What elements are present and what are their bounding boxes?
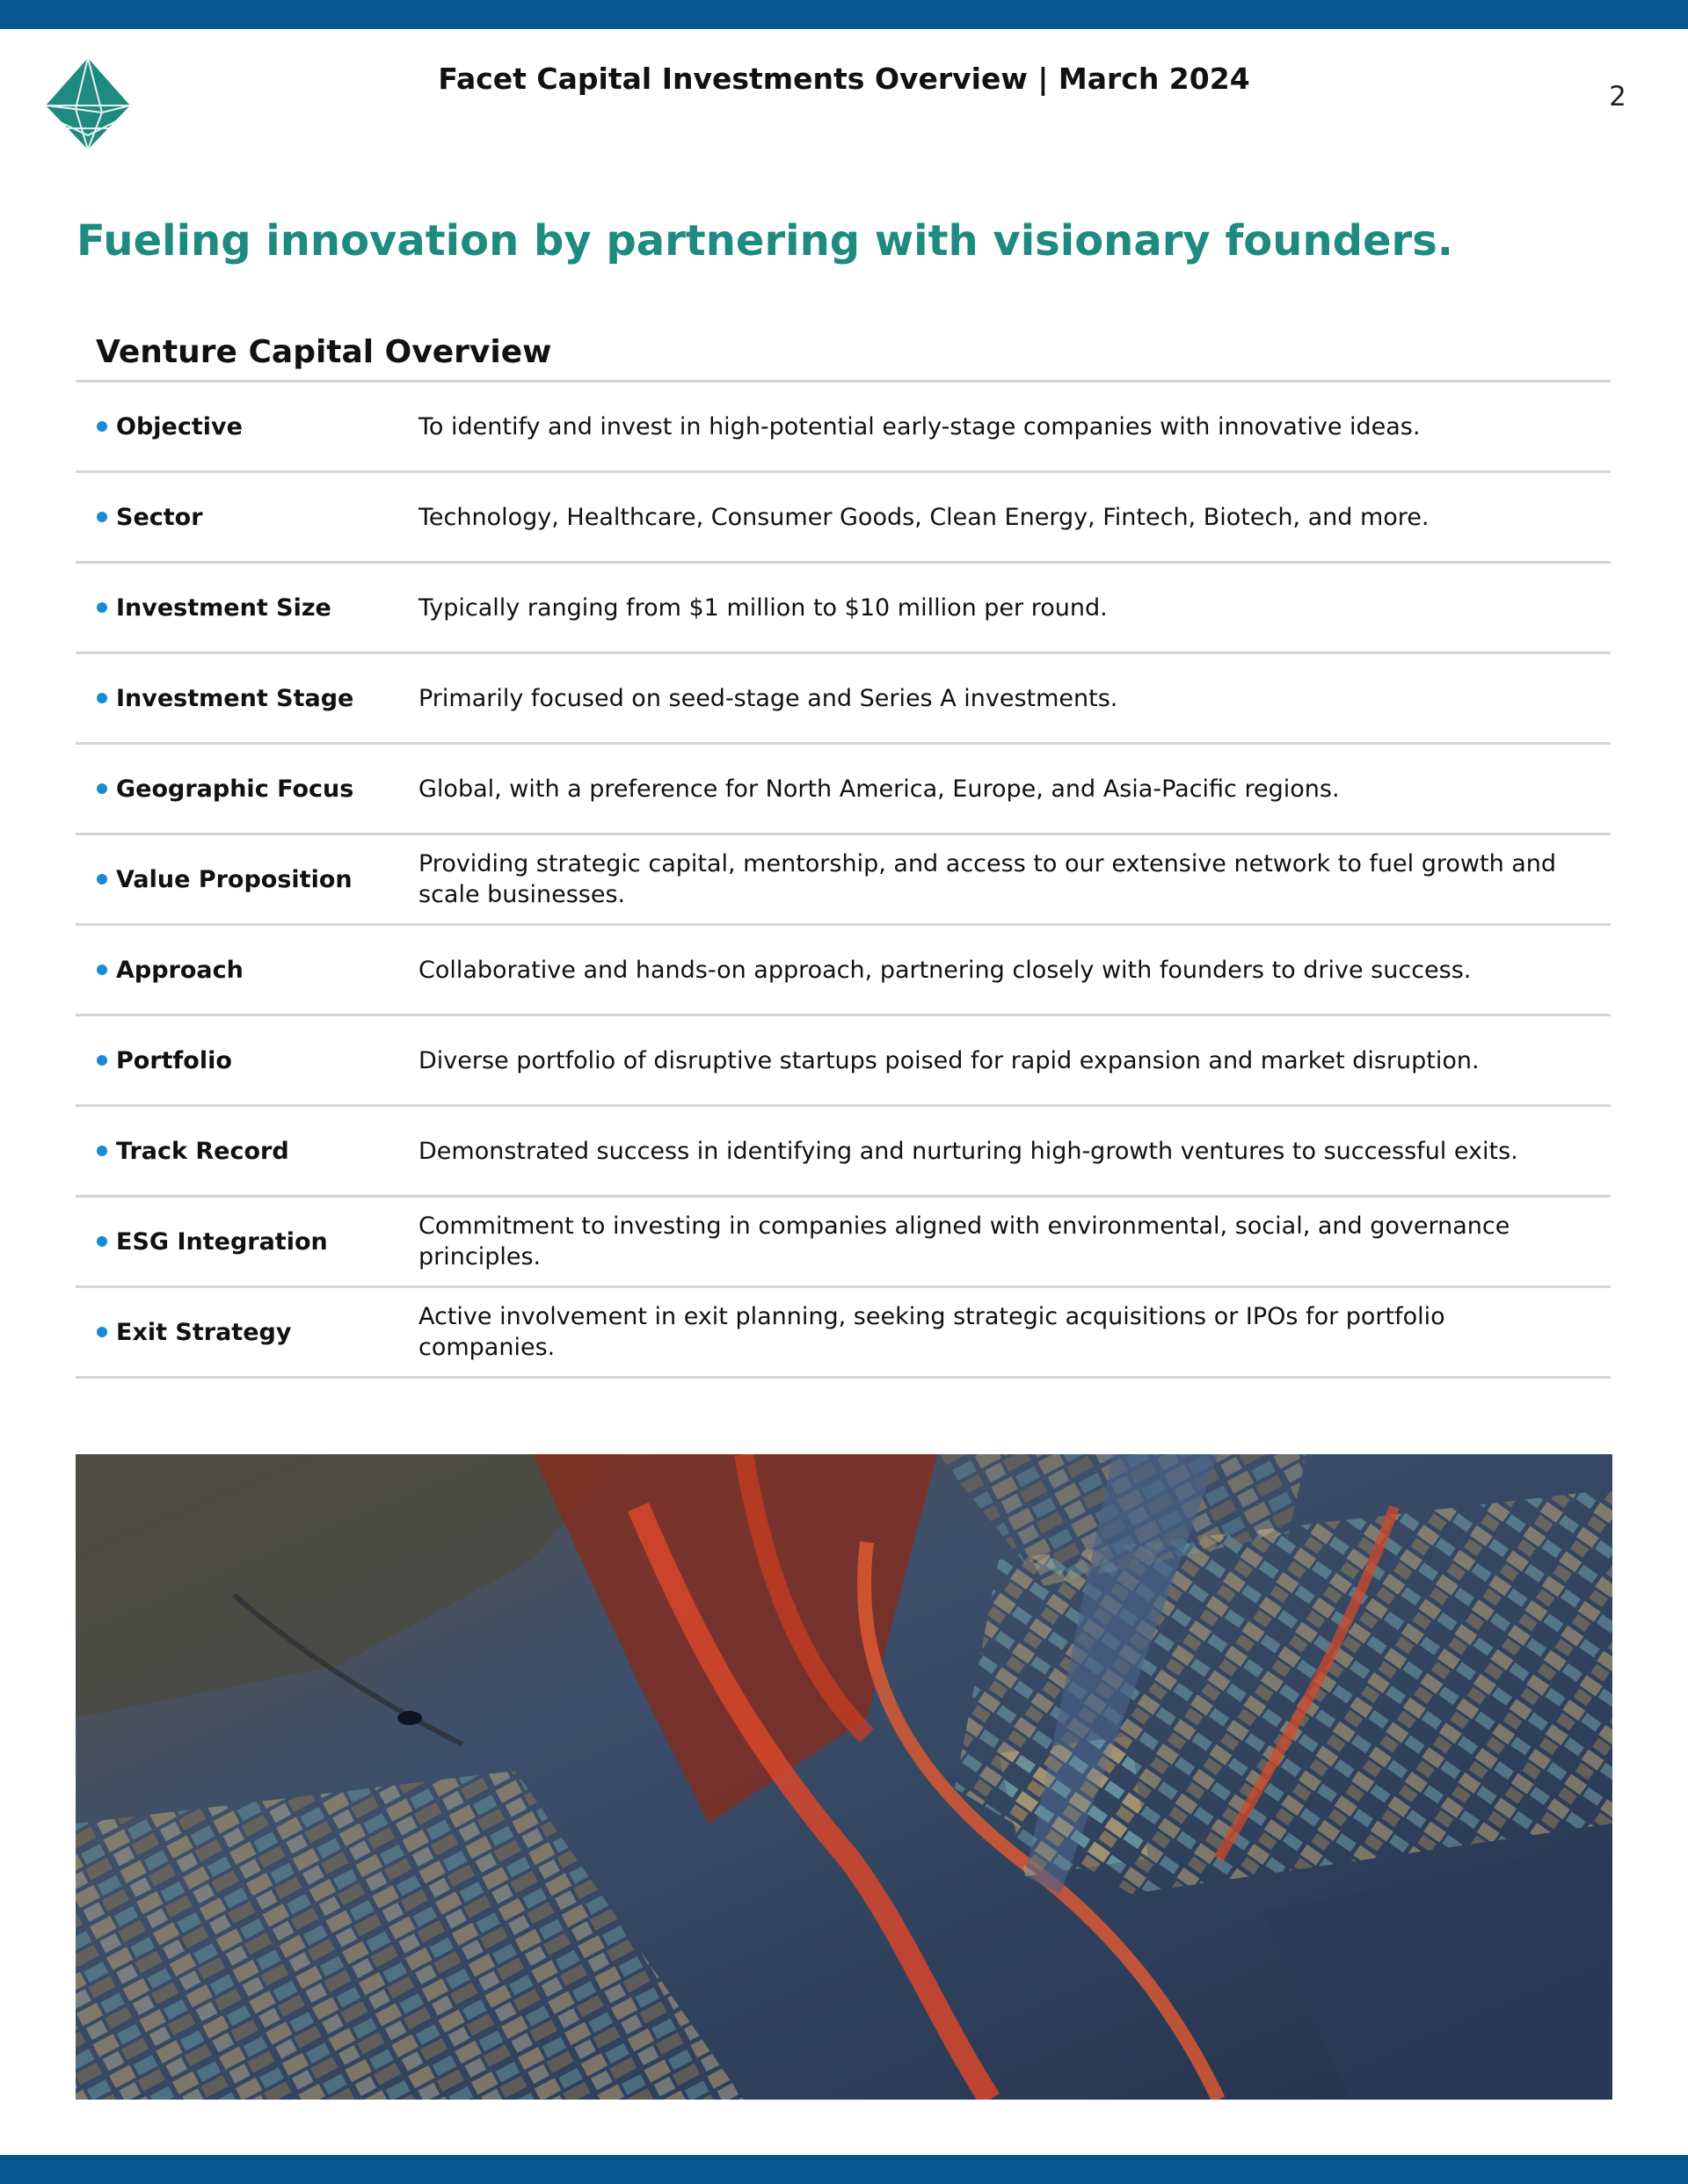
row-label (76, 685, 418, 712)
row-label (76, 504, 418, 531)
row-label (76, 775, 418, 803)
row-label-text: Sector (116, 503, 203, 531)
table-row (76, 473, 1611, 564)
table-row (76, 1198, 1611, 1288)
table-row (76, 1016, 1611, 1107)
row-label-text: Track Record (116, 1137, 289, 1165)
row-value: Commitment to investing in companies aligned with environmental, social, and governance principles. (418, 1212, 1510, 1270)
row-label (76, 1047, 418, 1074)
row-label (76, 866, 418, 893)
row-label (76, 1138, 418, 1165)
row-value: Demonstrated success in identifying and nurturing high-growth ventures to successful exits. (418, 1137, 1518, 1165)
row-label-text: Value Proposition (116, 865, 353, 893)
row-value: Diverse portfolio of disruptive startups poised for rapid expansion and market disruption. (418, 1046, 1480, 1074)
bullet-icon (97, 602, 107, 613)
row-value: To identify and invest in high-potential early-stage companies with innovative ideas. (418, 412, 1421, 440)
row-label (76, 1228, 418, 1256)
satellite-landscape-image (76, 1454, 1612, 2100)
row-label (76, 594, 418, 622)
row-label-text: Geographic Focus (116, 775, 354, 803)
row-label (76, 413, 418, 440)
table-row (76, 654, 1611, 745)
page-number: 2 (1609, 81, 1626, 113)
row-label-text: Portfolio (116, 1046, 232, 1074)
top-color-band (0, 0, 1688, 29)
row-label-text: Exit Strategy (116, 1318, 292, 1346)
row-value: Technology, Healthcare, Consumer Goods, Clean Energy, Fintech, Biotech, and more. (418, 503, 1430, 531)
bullet-icon (97, 421, 107, 432)
table-row (76, 1288, 1611, 1379)
row-label-text: Investment Stage (116, 684, 354, 712)
row-label (76, 1319, 418, 1346)
document-header-title: Facet Capital Investments Overview | March 2024 (438, 62, 1250, 96)
row-value: Providing strategic capital, mentorship, and access to our extensive network to fuel growth and scale businesses. (418, 850, 1557, 908)
bullet-icon (97, 965, 107, 975)
table-row (76, 382, 1611, 473)
bullet-icon (97, 874, 107, 885)
table-row (76, 1107, 1611, 1198)
table-row (76, 926, 1611, 1016)
row-label-text: ESG Integration (116, 1227, 328, 1256)
row-label-text: Approach (116, 956, 244, 984)
row-value: Primarily focused on seed-stage and Series A investments. (418, 684, 1118, 712)
row-value: Collaborative and hands-on approach, partnering closely with founders to drive success. (418, 956, 1472, 984)
bullet-icon (97, 1327, 107, 1337)
row-label (76, 957, 418, 984)
overview-table (76, 380, 1611, 1379)
bottom-color-band (0, 2155, 1688, 2184)
section-title: Venture Capital Overview (96, 334, 552, 370)
row-value: Global, with a preference for North America, Europe, and Asia-Pacific regions. (418, 775, 1340, 803)
row-value: Typically ranging from $1 million to $10 million per round. (418, 593, 1108, 622)
bullet-icon (97, 1146, 107, 1156)
bullet-icon (97, 783, 107, 794)
page-headline: Fueling innovation by partnering with visionary founders. (76, 216, 1453, 266)
bullet-icon (97, 512, 107, 522)
bullet-icon (97, 693, 107, 703)
table-row (76, 745, 1611, 835)
row-label-text: Objective (116, 412, 243, 440)
bullet-icon (97, 1055, 107, 1066)
table-row (76, 564, 1611, 654)
row-label-text: Investment Size (116, 593, 331, 622)
row-value: Active involvement in exit planning, seeking strategic acquisitions or IPOs for portfolio companies. (418, 1303, 1445, 1361)
table-row (76, 835, 1611, 926)
bullet-icon (97, 1236, 107, 1247)
